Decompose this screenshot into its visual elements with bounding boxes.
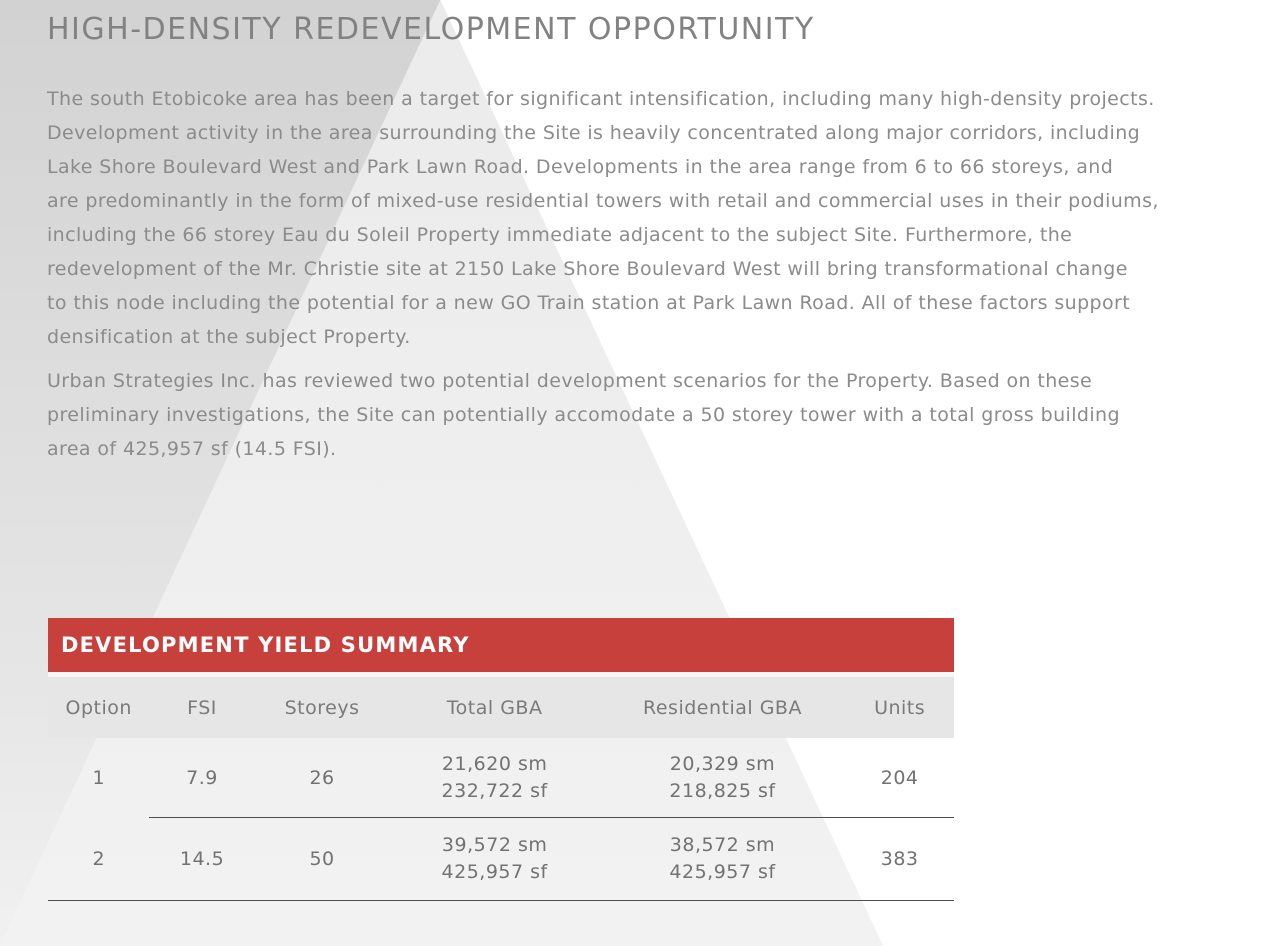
paragraph-line: The south Etobicoke area has been a target for significant intensification, including many high-density projects.	[47, 88, 1155, 110]
cell-total_gba	[390, 738, 600, 818]
cell-line: 218,825 sf	[669, 779, 776, 802]
cell-storeys: 50	[255, 818, 390, 901]
column-header-residential_gba: Residential GBA	[600, 677, 846, 738]
column-header-option: Option	[48, 677, 149, 738]
column-header-units: Units	[845, 677, 954, 738]
cell-line: 39,572 sm	[441, 834, 548, 856]
cell-option: 1	[92, 766, 106, 789]
cell-residential_gba	[600, 818, 846, 901]
paragraph-line: preliminary investigations, the Site can potentially accomodate a 50 storey tower with a total gross building	[47, 404, 1120, 426]
paragraph-line: densification at the subject Property.	[47, 326, 411, 348]
column-header-storeys: Storeys	[255, 677, 390, 738]
cell-line: 21,620 sm	[441, 752, 548, 775]
table-row	[48, 818, 954, 901]
cell-fsi: 7.9	[149, 738, 254, 818]
cell-total_gba	[390, 818, 600, 901]
table-title: DEVELOPMENT YIELD SUMMARY	[61, 633, 470, 657]
cell-units: 383	[845, 818, 954, 901]
cell-option: 2	[48, 818, 149, 901]
table-row	[48, 738, 954, 818]
yield-summary-grid	[48, 677, 954, 901]
paragraph-line: including the 66 storey Eau du Soleil Property immediate adjacent to the subject Site. Furthermore, the	[47, 224, 1073, 246]
paragraph-line: to this node including the potential for a new GO Train station at Park Lawn Road. All of these factors support	[47, 292, 1131, 314]
cell-fsi: 14.5	[149, 818, 254, 901]
cell-line: 425,957 sf	[669, 861, 776, 883]
cell-line: 232,722 sf	[441, 779, 548, 802]
cell-units: 204	[845, 738, 954, 818]
development-yield-summary-table	[48, 618, 954, 901]
paragraph-area-overview	[47, 82, 1252, 354]
paragraph-line: redevelopment of the Mr. Christie site at 2150 Lake Shore Boulevard West will bring transformational change	[47, 258, 1128, 280]
column-header-fsi: FSI	[149, 677, 254, 738]
paragraph-line: area of 425,957 sf (14.5 FSI).	[47, 438, 337, 460]
paragraph-line: Development activity in the area surrounding the Site is heavily concentrated along major corridors, including	[47, 122, 1141, 144]
cell-residential_gba	[600, 738, 846, 818]
paragraph-development-scenarios	[47, 364, 1252, 466]
paragraph-line: Lake Shore Boulevard West and Park Lawn Road. Developments in the area range from 6 to 66 storeys, and	[47, 156, 1114, 178]
table-title-bar	[48, 618, 954, 672]
cell-storeys: 26	[255, 738, 390, 818]
paragraph-line: are predominantly in the form of mixed-use residential towers with retail and commercial uses in their podiums,	[47, 190, 1159, 212]
cell-line: 425,957 sf	[441, 861, 548, 883]
cell-line: 38,572 sm	[669, 834, 776, 856]
paragraph-line: Urban Strategies Inc. has reviewed two potential development scenarios for the Property. Based on these	[47, 370, 1093, 392]
column-header-total_gba: Total GBA	[390, 677, 600, 738]
table-header-row	[48, 677, 954, 738]
cell-line: 20,329 sm	[669, 752, 776, 775]
page-title: HIGH-DENSITY REDEVELOPMENT OPPORTUNITY	[47, 12, 815, 47]
